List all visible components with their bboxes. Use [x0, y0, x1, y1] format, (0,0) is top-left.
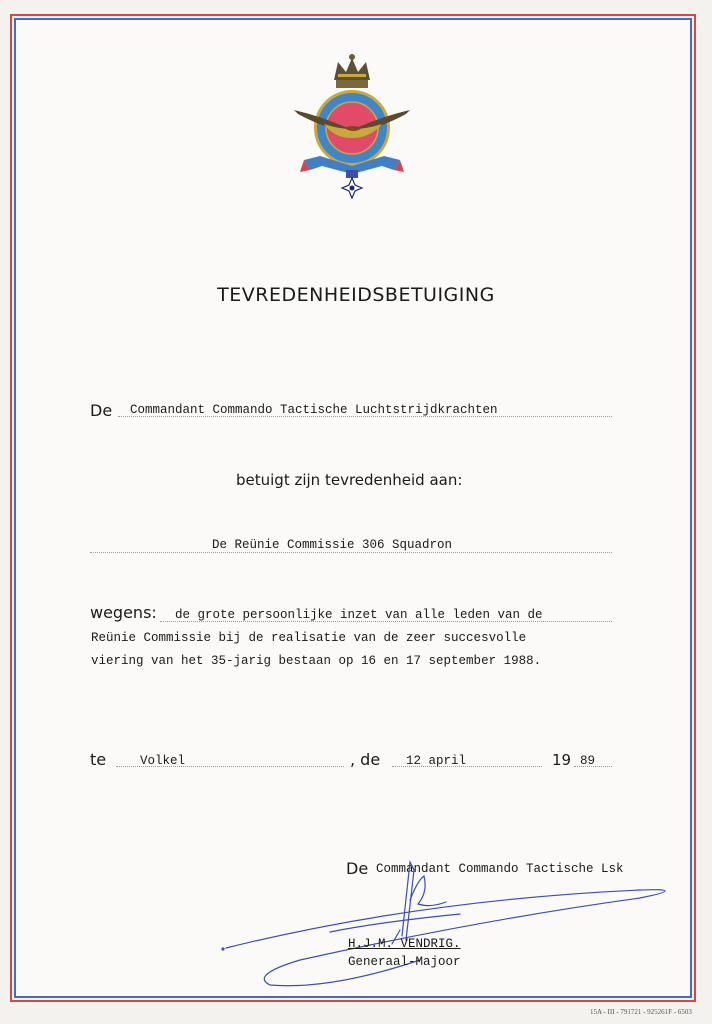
form-code: 15A - III - 791721 - 925261F - 6503	[590, 1008, 692, 1016]
wegens-label: wegens:	[90, 603, 157, 622]
de-date-label: , de	[350, 750, 381, 769]
recipient-text: De Reünie Commissie 306 Squadron	[212, 538, 453, 552]
signature-title: Commandant Commando Tactische Lsk	[376, 862, 624, 876]
issuer-text: Commandant Commando Tactische Luchtstrijdkrachten	[130, 403, 498, 417]
signatory-rank: Generaal-Majoor	[348, 955, 461, 969]
date-text: 12 april	[406, 754, 467, 768]
air-force-emblem-icon	[290, 54, 414, 202]
te-label: te	[90, 750, 107, 769]
reason-text-1: de grote persoonlijke inzet van alle leden van de	[175, 608, 543, 622]
signature-de-label: De	[346, 859, 369, 878]
de-label: De	[90, 401, 113, 420]
document-title: TEVREDENHEIDSBETUIGING	[217, 284, 495, 306]
crown-icon	[334, 54, 370, 88]
statement-text: betuigt zijn tevredenheid aan:	[236, 471, 463, 489]
year-prefix: 19	[552, 751, 572, 769]
recipient-line	[90, 552, 612, 553]
reason-text-3: viering van het 35-jarig bestaan op 16 en 17 september 1988.	[91, 654, 542, 668]
signatory-name: H.J.M. VENDRIG.	[348, 937, 461, 951]
place-text: Volkel	[140, 754, 186, 768]
reason-text-2: Reünie Commissie bij de realisatie van de zeer succesvolle	[91, 631, 527, 645]
year-suffix: 89	[580, 754, 596, 768]
